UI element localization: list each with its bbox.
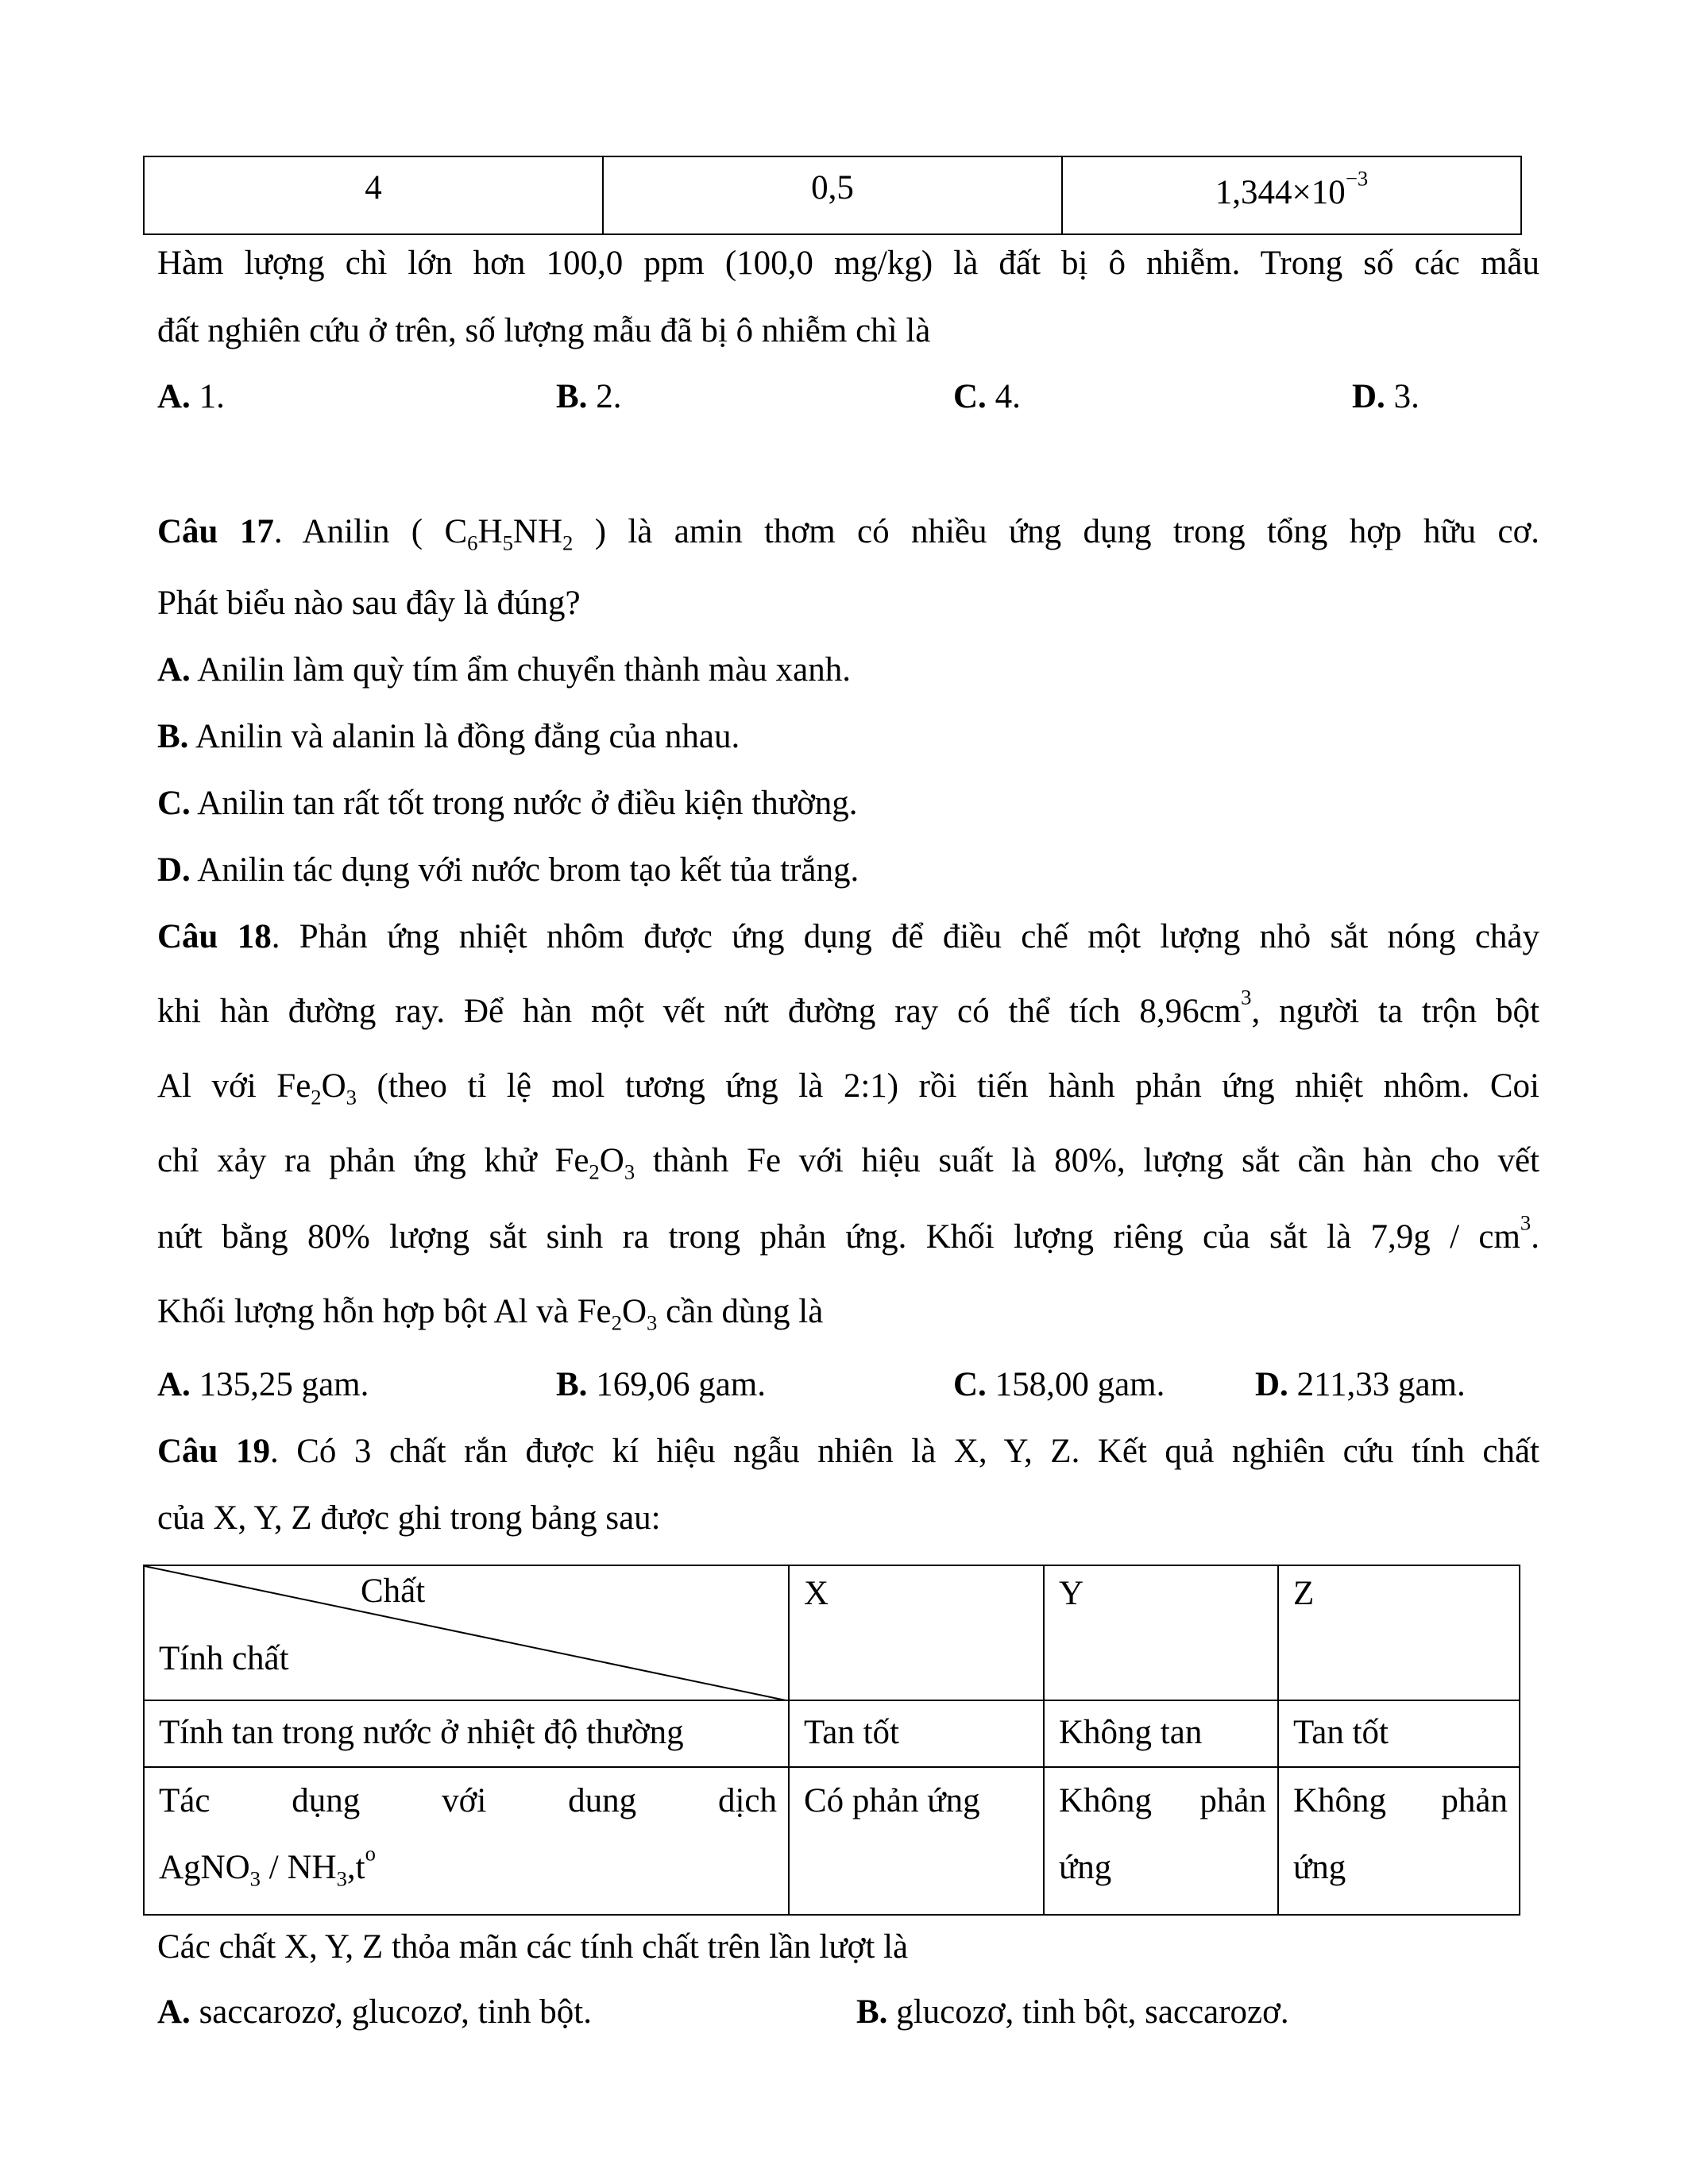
fe2o3-formula: $Fe_2O_3$ <box>577 1293 658 1335</box>
q17-option-b[interactable]: B. Anilin và alanin là đồng đẳng của nhau. <box>157 718 740 755</box>
lead-sample-table <box>143 156 1522 235</box>
cell-z-agno3: Không phản ứng <box>1278 1767 1520 1915</box>
q19-question-line2: của X, Y, Z được ghi trong bảng sau: <box>157 1499 661 1537</box>
q19-question-line1: Câu 19. Có 3 chất rắn được kí hiệu ngẫu nhiên là X, Y, Z. Kết quả nghiên cứu tính chất <box>157 1433 1539 1470</box>
q19-option-a[interactable]: A. saccarozơ, glucozơ, tinh bột. <box>157 1993 592 2031</box>
header-z: Z <box>1278 1565 1520 1700</box>
q18-question-line6: Khối lượng hỗn hợp bột Al và $Fe_2O_3$ cần dùng là <box>157 1293 824 1335</box>
table-cell: 0,5 <box>603 156 1062 234</box>
q17-question-line1: Câu 17. Anilin ( $C_6H_5NH_2$ ) là amin thơm có nhiều ứng dụng trong tổng hợp hữu cơ. <box>157 513 1540 555</box>
cell-z-solubility: Tan tốt <box>1278 1700 1520 1767</box>
q19-option-b[interactable]: B. glucozơ, tinh bột, saccarozơ. <box>856 1993 1289 2031</box>
diagonal-line <box>145 1566 790 1701</box>
header-substance: Chất <box>361 1572 426 1610</box>
properties-table <box>143 1565 1520 1916</box>
q17-option-a[interactable]: A. Anilin làm quỳ tím ẩm chuyển thành màu xanh. <box>157 651 852 689</box>
label-words: Tác dụng với dung dịch <box>159 1782 777 1819</box>
q18-option-d[interactable]: D. 211,33 gam. <box>1255 1366 1466 1403</box>
agno3-formula: AgNO$_3$ / $NH_3,t^o$ <box>159 1841 376 1891</box>
q16-option-d[interactable]: D. 3. <box>1352 378 1420 415</box>
aniline-formula: $C_6H_5NH_2$ <box>444 513 574 555</box>
q18-option-a[interactable]: A. 135,25 gam. <box>157 1366 369 1403</box>
cell-x-solubility: Tan tốt <box>789 1700 1044 1767</box>
table-row <box>144 156 1521 234</box>
q16-text-line2: đất nghiên cứu ở trên, số lượng mẫu đã bị ô nhiễm chì là <box>157 312 931 349</box>
q16-option-a[interactable]: A. 1. <box>157 378 225 415</box>
q18-question-line1: Câu 18. Phản ứng nhiệt nhôm được ứng dụng để điều chế một lượng nhỏ sắt nóng chảy <box>157 918 1539 955</box>
q17-option-d[interactable]: D. Anilin tác dụng với nước brom tạo kết tủa trắng. <box>157 851 859 889</box>
q18-question-line2: khi hàn đường ray. Để hàn một vết nứt đường ray có thể tích $8,96cm^3$, người ta trộn bột <box>157 985 1539 1030</box>
q18-question-line3: Al với $Fe_2O_3$ (theo tỉ lệ mol tương ứng là 2:1) rồi tiến hành phản ứng nhiệt nhôm. Coi <box>157 1067 1540 1109</box>
q16-option-b[interactable]: B. 2. <box>556 378 622 415</box>
row-label-agno3 <box>144 1767 789 1915</box>
fe2o3-formula: $Fe_2O_3$ <box>276 1067 357 1109</box>
q16-option-c[interactable]: C. 4. <box>953 378 1021 415</box>
header-y: Y <box>1044 1565 1278 1700</box>
cell-y-agno3: Không phản ứng <box>1044 1767 1278 1915</box>
fe2o3-formula: $Fe_2O_3$ <box>554 1142 635 1184</box>
header-x: X <box>789 1565 1044 1700</box>
table-cell: $1,344\times 10^{-3}$ <box>1062 156 1521 234</box>
header-property: Tính chất <box>159 1640 289 1677</box>
q17-option-c[interactable]: C. Anilin tan rất tốt trong nước ở điều kiện thường. <box>157 785 858 822</box>
q18-question-line5: nứt bằng 80% lượng sắt sinh ra trong phản ứng. Khối lượng riêng của sắt là $7,9g / cm^3$. <box>157 1210 1539 1256</box>
q16-text-line1: Hàm lượng chì lớn hơn 100,0 ppm (100,0 mg/kg) là đất bị ô nhiễm. Trong số các mẫu <box>157 245 1539 282</box>
table-row <box>144 1767 1520 1915</box>
table-header-row <box>144 1565 1520 1700</box>
table-row <box>144 1700 1520 1767</box>
q18-question-line4: chỉ xảy ra phản ứng khử $Fe_2O_3$ thành Fe với hiệu suất là 80%, lượng sắt cần hàn cho vết <box>157 1142 1539 1184</box>
diagonal-header-cell <box>144 1565 789 1700</box>
q18-option-c[interactable]: C. 158,00 gam. <box>953 1366 1165 1403</box>
cell-x-agno3: Có phản ứng <box>789 1767 1044 1915</box>
row-label-solubility: Tính tan trong nước ở nhiệt độ thường <box>144 1700 789 1767</box>
cell-y-solubility: Không tan <box>1044 1700 1278 1767</box>
q18-option-b[interactable]: B. 169,06 gam. <box>556 1366 766 1403</box>
q17-question-line2: Phát biểu nào sau đây là đúng? <box>157 585 581 622</box>
q19-after-text: Các chất X, Y, Z thỏa mãn các tính chất trên lần lượt là <box>157 1928 909 1966</box>
table-cell: 4 <box>144 156 603 234</box>
